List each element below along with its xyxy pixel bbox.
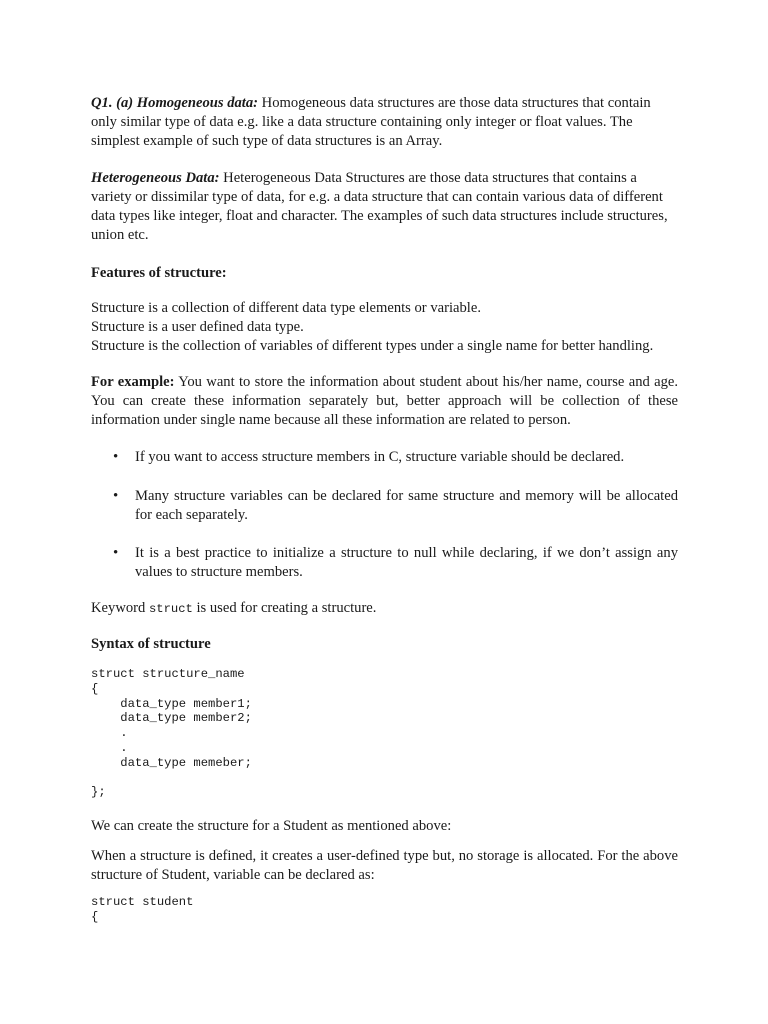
example-paragraph (91, 373, 678, 430)
bullet-item: • Many structure variables can be declared for same structure and memory will be allocated for each separately. (91, 487, 678, 525)
example-text: You want to store the information about student about his/her name, course and age. You can create these information separately but, better approach will be collection of these information under single name because all these information are related to person. (91, 374, 679, 428)
feature-line: Structure is a collection of different data type elements or variable. (91, 300, 481, 316)
q1-label: Q1. (a) Homogeneous data: (91, 95, 259, 111)
document-body (91, 94, 678, 925)
keyword-paragraph (91, 599, 678, 619)
syntax-heading: Syntax of structure (91, 636, 211, 652)
feature-line: Structure is the collection of variables of different types under a single name for better handling. (91, 338, 654, 354)
defined-paragraph: When a structure is defined, it creates a user-defined type but, no storage is allocated. For the above structure of Student, variable can be declared as: (91, 848, 678, 884)
bullet-item: • It is a best practice to initialize a structure to null while declaring, if we don’t assign any values to structure members. (91, 544, 678, 582)
example-label: For example: (91, 374, 175, 390)
heterogeneous-text: Heterogeneous Data Structures are those data structures that contains a variety or dissimilar type of data, for e.g. a data structure that can contain various data of different data types like integer, float and character. The examples of such data structures include structures, union etc. (91, 170, 668, 243)
keyword-code: struct (148, 602, 193, 616)
q1-text: Homogeneous data structures are those data structures that contain only similar type of data e.g. like a data structure containing only integer or float values. The simplest example of such type of data structures is an Array. (91, 95, 651, 149)
bullet-list (91, 448, 678, 582)
student-code-block: struct student { (91, 895, 194, 924)
heterogeneous-label: Heterogeneous Data: (91, 170, 220, 186)
syntax-code-block: struct structure_name { data_type member1; data_type member2; . . data_type memeber; }; (91, 667, 252, 800)
bullet-item: • If you want to access structure members in C, structure variable should be declared. (91, 448, 678, 467)
features-heading: Features of structure: (91, 265, 227, 281)
keyword-before: Keyword (91, 600, 149, 616)
keyword-after: is used for creating a structure. (192, 600, 377, 616)
feature-line: Structure is a user defined data type. (91, 319, 304, 335)
create-paragraph: We can create the structure for a Student as mentioned above: (91, 818, 452, 835)
heterogeneous-paragraph (91, 169, 678, 245)
q1-paragraph (91, 94, 678, 151)
features-list (91, 299, 678, 356)
